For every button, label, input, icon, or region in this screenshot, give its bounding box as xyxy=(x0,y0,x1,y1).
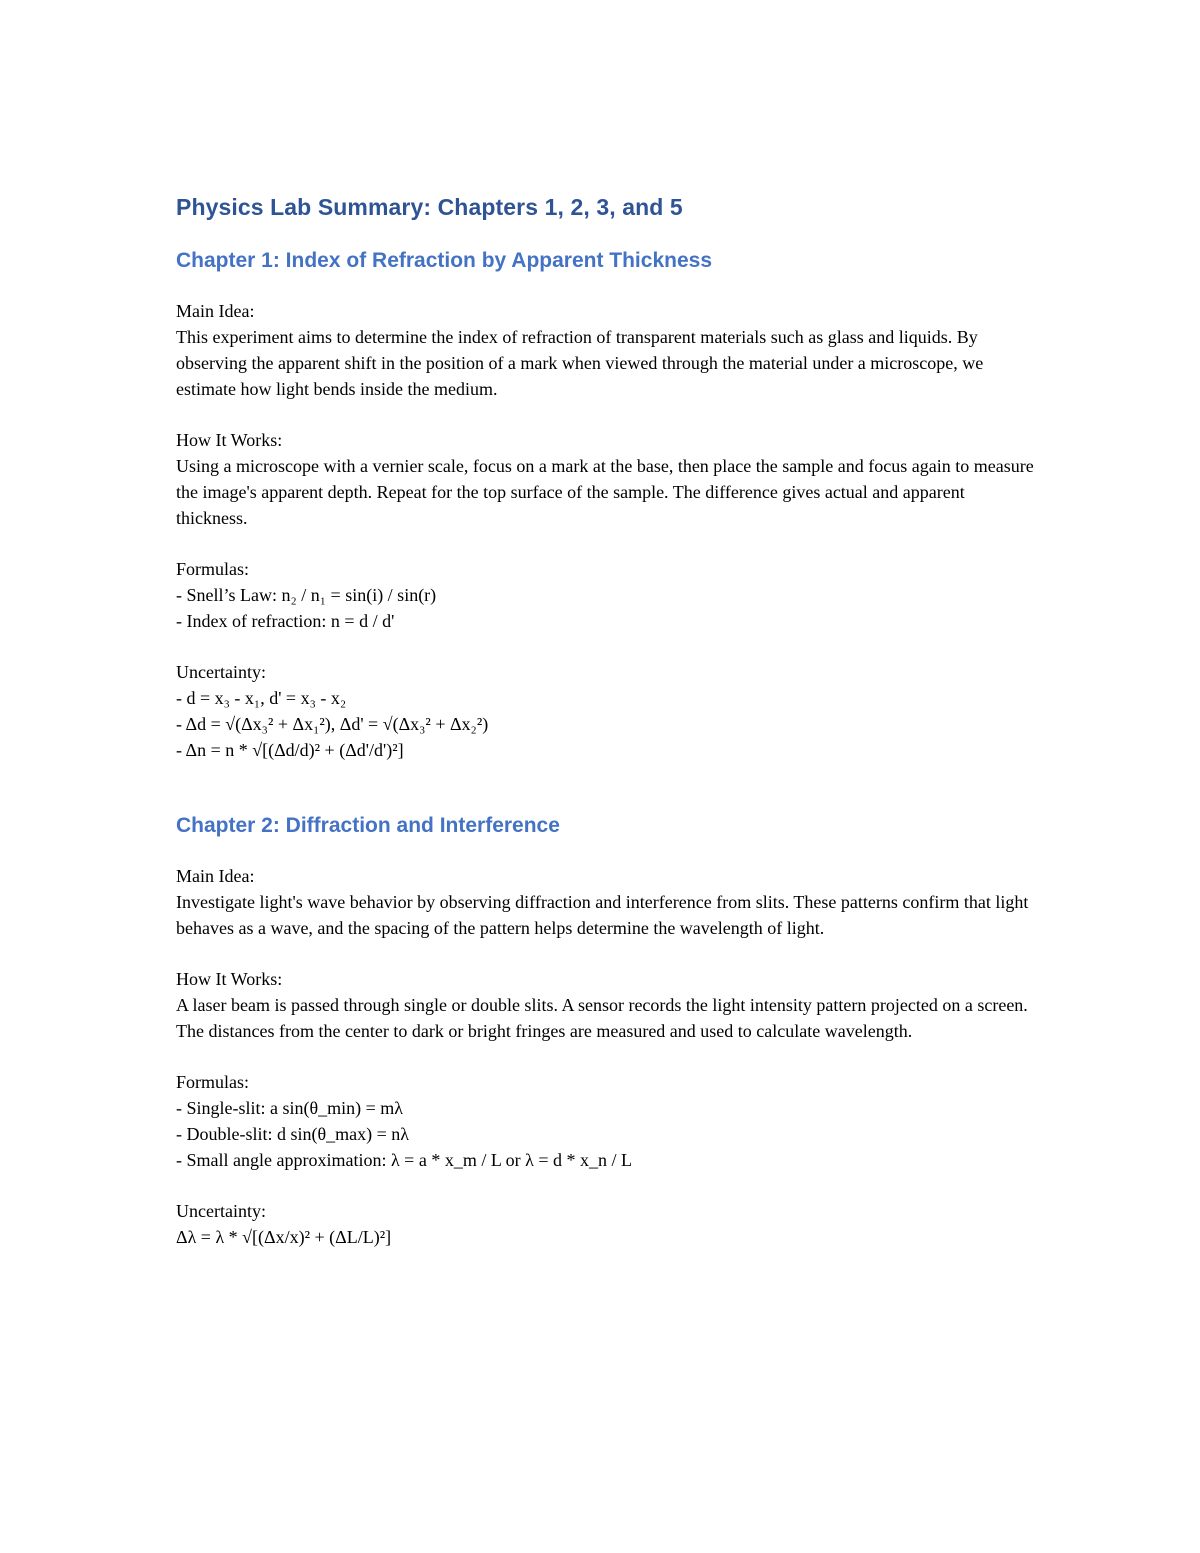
main-idea-label: Main Idea: xyxy=(176,866,255,886)
formulas-label: Formulas: xyxy=(176,559,250,579)
chapter-2-heading: Chapter 2: Diffraction and Interference xyxy=(176,814,560,837)
formula-line: - Small angle approximation: λ = a * x_m / L or λ = d * x_n / L xyxy=(176,1150,633,1170)
how-it-works-label: How It Works: xyxy=(176,430,283,450)
uncertainty-label: Uncertainty: xyxy=(176,662,266,682)
chapter-1-heading: Chapter 1: Index of Refraction by Apparent Thickness xyxy=(176,249,712,272)
uncertainty-line: - Δd = √(Δx₃² + Δx₁²), Δd' = √(Δx₃² + Δx₂²) xyxy=(176,714,489,734)
chapter-2-how-it-works xyxy=(176,966,1036,1044)
document-body xyxy=(176,191,1036,1275)
chapter-2-uncertainty xyxy=(176,1198,1036,1250)
chapter-2-formulas xyxy=(176,1069,1036,1173)
main-idea-label: Main Idea: xyxy=(176,301,255,321)
chapter-2-section xyxy=(176,811,1036,1250)
uncertainty-line: Δλ = λ * √[(Δx/x)² + (ΔL/L)²] xyxy=(176,1227,392,1247)
document-title: Physics Lab Summary: Chapters 1, 2, 3, and 5 xyxy=(176,194,683,220)
chapter-1-formulas xyxy=(176,556,1036,634)
main-idea-text: Investigate light's wave behavior by observing diffraction and interference from slits. These patterns confirm that light behaves as a wave, and the spacing of the pattern helps determine the wavelength of light. xyxy=(176,892,1029,938)
chapter-1-uncertainty xyxy=(176,659,1036,763)
chapter-2-main-idea xyxy=(176,863,1036,941)
uncertainty-line: - Δn = n * √[(Δd/d)² + (Δd'/d')²] xyxy=(176,740,404,760)
formula-line: - Single-slit: a sin(θ_min) = mλ xyxy=(176,1098,403,1118)
how-it-works-label: How It Works: xyxy=(176,969,283,989)
formula-line: - Index of refraction: n = d / d' xyxy=(176,611,395,631)
formula-line: - Snell’s Law: n₂ / n₁ = sin(i) / sin(r) xyxy=(176,585,437,605)
how-it-works-text: Using a microscope with a vernier scale, focus on a mark at the base, then place the sample and focus again to measure the image's apparent depth. Repeat for the top surface of the sample. The difference gives actual and apparent thickness. xyxy=(176,456,1034,528)
chapter-1-how-it-works xyxy=(176,427,1036,531)
uncertainty-line: - d = x₃ - x₁, d' = x₃ - x₂ xyxy=(176,688,347,708)
chapter-1-main-idea xyxy=(176,298,1036,402)
formula-line: - Double-slit: d sin(θ_max) = nλ xyxy=(176,1124,409,1144)
how-it-works-text: A laser beam is passed through single or double slits. A sensor records the light intensity pattern projected on a screen. The distances from the center to dark or bright fringes are measured and used to calculate wavelength. xyxy=(176,995,1028,1041)
main-idea-text: This experiment aims to determine the index of refraction of transparent materials such as glass and liquids. By observing the apparent shift in the position of a mark when viewed through the material under a microscope, we estimate how light bends inside the medium. xyxy=(176,327,984,399)
formulas-label: Formulas: xyxy=(176,1072,250,1092)
uncertainty-label: Uncertainty: xyxy=(176,1201,266,1221)
chapter-1-section xyxy=(176,246,1036,763)
